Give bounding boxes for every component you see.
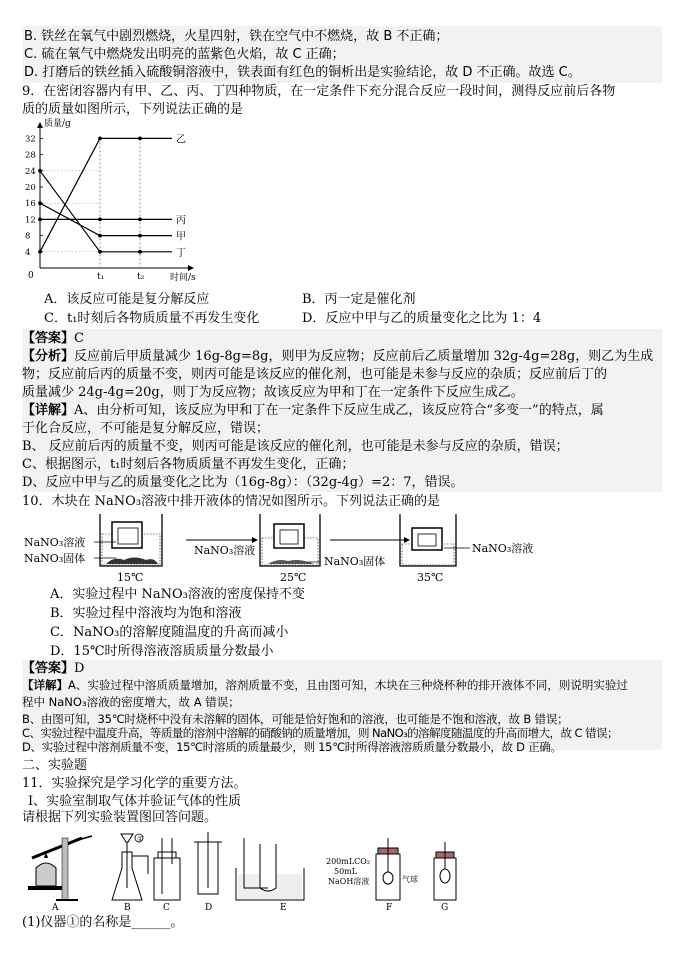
series-label: 丁 [176, 247, 186, 259]
q10-detail-d: D、实验过程中溶剂质量不变，15℃时溶质的质量最少，则 15℃时所得溶液溶质质量分数最小，故 D 正确。 [22, 740, 562, 754]
beaker1-temp: 15℃ [117, 571, 144, 584]
apparatus-label-c: C [163, 903, 170, 913]
apparatus-b [112, 834, 148, 900]
y-tick-label: 24 [25, 166, 36, 177]
q10-option-c: C．NaNO₃的溶解度随温度的升高而减小 [50, 625, 289, 640]
q9-analysis-line1 [22, 348, 653, 365]
beaker1-label-solution: NaNO₃溶液 [24, 536, 86, 549]
answer-label: 【答案】 [22, 661, 75, 676]
y-tick-label: 32 [25, 134, 36, 145]
series-label: 丙 [176, 215, 186, 227]
apparatus-label-e: E [280, 903, 287, 913]
detail-text: A、实验过程中溶质质量增加，溶剂质量不变，且由图可知，木块在三种烧杯种的排开液体不同，则说明实验过 [68, 678, 628, 692]
arrow2-label: NaNO₃固体 [324, 555, 386, 568]
detail-label: 【详解】 [22, 403, 75, 418]
q9-detail-d: D、反应中甲与乙的质量变化之比为（16g-8g）：（32g-4g）=2：7，错误。 [22, 475, 464, 490]
apparatus-label-a: A [52, 903, 59, 913]
x-tick-label: t₂ [137, 272, 145, 282]
detail-label: 【详解】 [22, 678, 68, 692]
series-label: 乙 [176, 134, 186, 146]
beaker3-label: NaNO₃溶液 [472, 542, 534, 555]
answer-label: 【答案】 [22, 331, 75, 346]
q10-detail-a-line2: 程中 NaNO₃溶液的密度增大，故 A 错误； [22, 695, 240, 709]
q9-detail-b: B、 反应前后丙的质量不变，则丙可能是该反应的催化剂，也可能是未参与反应的杂质，错误； [22, 439, 569, 454]
q8-option-b-explanation: B. 铁丝在氧气中剧烈燃烧，火星四射，铁在空气中不燃烧，故 B 不正确； [24, 29, 449, 44]
apparatus-c [154, 838, 180, 900]
q9-analysis-line2: 物；反应前后丙的质量不变，则丙可能是该反应的催化剂，也可能是未参与反应的杂质；反应前后丁的 [22, 367, 608, 382]
q9-detail-line1 [22, 402, 604, 419]
q10-option-d: D．15℃时所得溶液溶质质量分数最小 [50, 644, 274, 659]
beaker1-label-solid: NaNO₃固体 [24, 552, 86, 565]
q9-stem-line2: 质的质量如图所示，下列说法正确的是 [22, 102, 244, 117]
f-label-co2: 200mLCO₂ [326, 857, 371, 866]
origin-label: 0 [28, 271, 34, 281]
y-tick-label: 28 [25, 150, 36, 161]
answer-value: D [74, 661, 85, 676]
q8-option-c-explanation: C. 硫在氧气中燃烧发出明亮的蓝紫色火焰，故 C 正确； [24, 47, 345, 62]
q11-part1: Ⅰ、实验室制取气体并验证气体的性质 [28, 794, 242, 809]
y-axis-label: 质量/g [44, 119, 71, 129]
q9-option-d: D．反应中甲与乙的质量变化之比为 1：4 [302, 311, 542, 326]
analysis-text: 反应前后甲质量减少 16g-8g=8g，则甲为反应物；反应前后乙质量增加 32g-4g=28g，则乙为生成 [74, 349, 654, 364]
apparatus-label-g: G [441, 903, 449, 913]
data-point [38, 250, 42, 254]
section-title: 二、实验题 [22, 758, 88, 773]
circle-mark: ① [137, 835, 144, 843]
q9-stem-line1: 9．在密闭容器内有甲、乙、丙、丁四种物质，在一定条件下充分混合反应一段时间，测得反应前后各物 [22, 84, 616, 99]
q9-answer-line [22, 330, 84, 347]
beaker-diagram [24, 510, 544, 586]
series-label: 甲 [176, 231, 186, 243]
q11-stem: 11．实验探究是学习化学的重要方法。 [22, 776, 247, 791]
f-label-naoh: NaOH溶液 [328, 877, 370, 886]
f-label-volume: 50mL [334, 867, 358, 876]
data-point [38, 218, 42, 222]
q9-option-c: C．t₁时刻后各物质质量不再发生变化 [44, 311, 260, 326]
beaker2-temp: 25℃ [280, 571, 307, 584]
detail-text: A、由分析可知，该反应为甲和丁在一定条件下反应生成乙，该反应符合“多变一”的特点，属 [74, 403, 604, 418]
q10-answer-line [22, 660, 84, 677]
x-tick-label: t₁ [97, 272, 105, 282]
q9-analysis-line3: 质量减少 24g-4g=20g，则丁为反应物；故该反应为甲和丁在一定条件下反应生成乙。 [22, 385, 524, 400]
apparatus-a [28, 836, 92, 900]
analysis-label: 【分析】 [22, 349, 75, 364]
q10-option-a: A．实验过程中 NaNO₃溶液的密度保持不变 [50, 587, 305, 602]
answer-value: C [74, 331, 84, 346]
q11-instruction: 请根据下列实验装置图回答问题。 [22, 810, 218, 825]
q10-detail-b: B、由图可知，35℃时烧杯中没有未溶解的固体，可能是恰好饱和的溶液，也可能是不饱和溶液，故 B 错误； [22, 712, 569, 726]
apparatus-label-d: D [205, 903, 213, 913]
data-point [98, 218, 102, 222]
y-tick-label: 8 [25, 231, 31, 242]
y-tick-label: 20 [25, 183, 36, 193]
q9-detail-c: C、根据图示，t₁时刻后各物质质量不再发生变化，正确； [22, 457, 355, 472]
q9-option-a: A．该反应可能是复分解反应 [44, 292, 210, 307]
data-point [98, 137, 102, 141]
q9-detail-line2: 于化合反应，不可能是复分解反应，错误； [22, 421, 270, 436]
apparatus-g [434, 842, 456, 900]
y-axis-arrow [37, 122, 43, 128]
mass-time-chart [20, 118, 220, 290]
q10-option-b: B．实验过程中溶液均为饱和溶液 [50, 606, 242, 621]
apparatus-d [194, 832, 222, 894]
apparatus-e [236, 838, 304, 900]
data-point [38, 201, 42, 205]
q8-option-d-explanation: D. 打磨后的铁丝插入硫酸铜溶液中，铁表面有红色的铜析出是实验结论，故 D 不正确。故选 C。 [24, 65, 581, 80]
series-line-0 [40, 138, 140, 251]
apparatus-figure [22, 828, 472, 914]
x-axis-label: 时间/s [170, 273, 196, 283]
data-point [38, 169, 42, 173]
data-point [98, 234, 102, 238]
q9-option-b: B．丙一定是催化剂 [302, 292, 416, 307]
data-point [98, 250, 102, 254]
balloon-label: 气球 [402, 875, 418, 884]
beaker-25c [260, 514, 320, 566]
q10-stem: 10．木块在 NaNO₃溶液中排开液体的情况如图所示。下列说法正确的是 [22, 494, 441, 509]
q10-detail-a-line1 [22, 677, 628, 694]
apparatus-label-f: F [386, 903, 393, 913]
y-tick-label: 12 [25, 215, 36, 226]
x-axis-arrow [188, 265, 194, 271]
beaker3-temp: 35℃ [417, 571, 444, 584]
q11-sub1: (1)仪器①的名称是______。 [22, 915, 184, 930]
arrow1-label: NaNO₃溶液 [194, 544, 256, 557]
apparatus-label-b: B [124, 903, 131, 913]
apparatus-f [376, 838, 400, 900]
q10-detail-c: C、实验过程中温度升高，等质量的溶剂中溶解的硝酸钠的质量增加，则 NaNO₃的溶解度随温度的升高而增大，故 C 错误； [22, 726, 618, 740]
y-tick-label: 4 [25, 247, 31, 258]
y-tick-label: 16 [25, 199, 36, 210]
